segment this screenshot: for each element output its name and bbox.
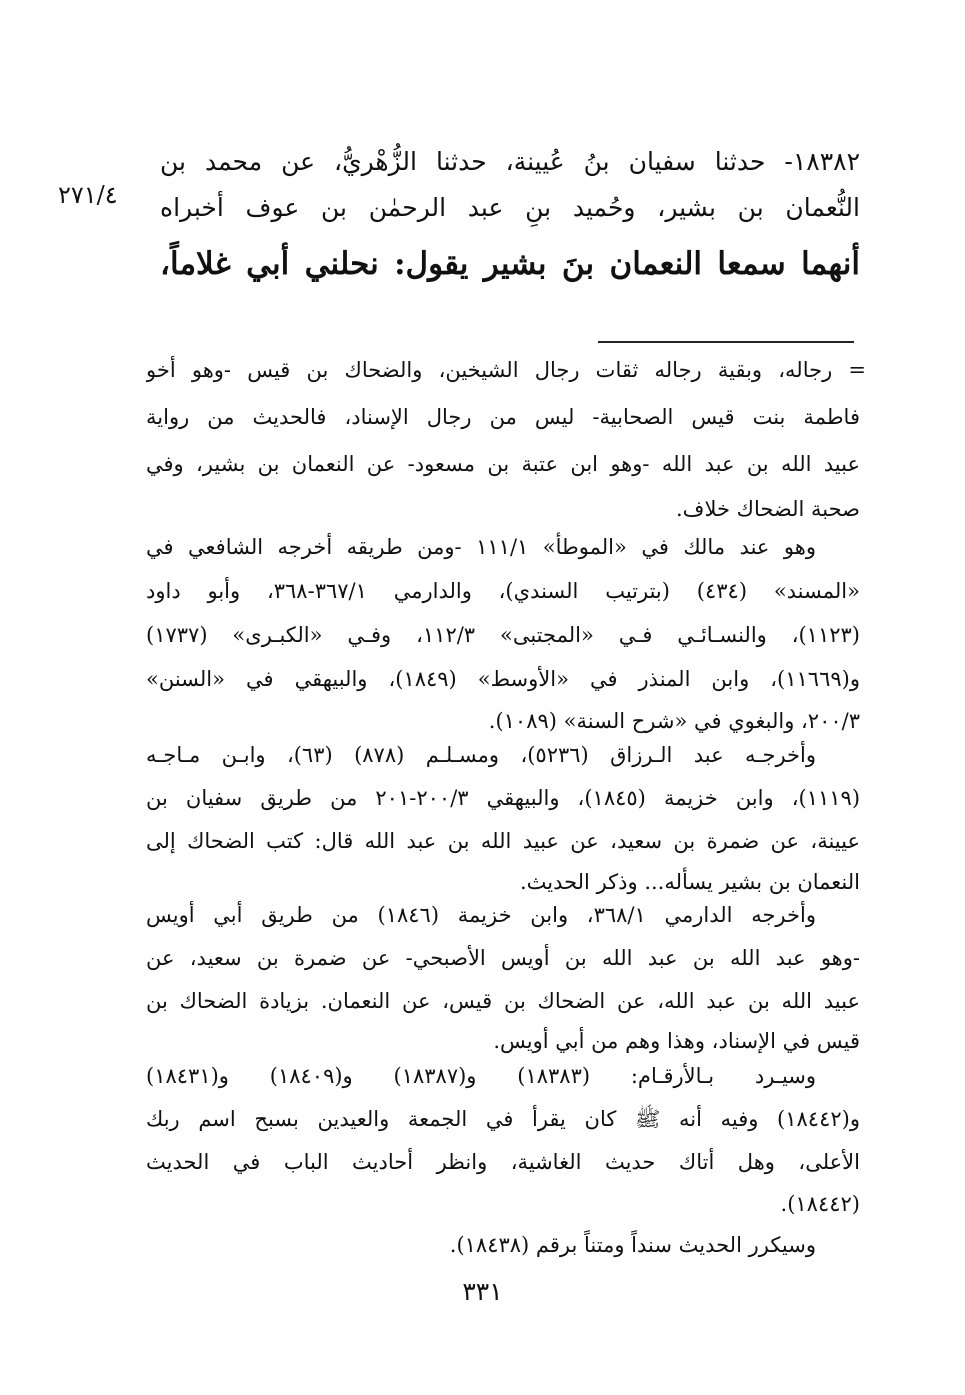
footnote-separator-rule xyxy=(598,341,854,343)
footnote-line: -وهو عبد الله بن عبد الله بن أويس الأصبحي- عن ضمرة بن سعيد، عن xyxy=(146,946,860,970)
footnote-line: و(١٨٤٤٢) وفيه أنه ﷺ كان يقرأ في الجمعة والعيدين بسبح اسم ربك xyxy=(146,1107,860,1131)
footnote-line: قيس في الإسناد، وهذا وهم من أبي أويس. xyxy=(493,1029,860,1053)
footnote-line: وسيـرد بـالأرقـام: (١٨٣٨٣) و(١٨٣٨٧) و(١٨٤٠٩) و(١٨٤٣١) xyxy=(146,1064,816,1088)
footnote-line: (١١٢٣)، والنسـائـي فـي «المجتبى» ١١٢/٣، وفـي «الكبـرى» (١٧٣٧) xyxy=(146,623,860,647)
hadith-line-2: النُّعمان بن بشير، وحُميد بنِ عبد الرحمٰن بن عوف أخبراه xyxy=(160,193,860,222)
footnote-line: وسيكرر الحديث سنداً ومتناً برقم (١٨٤٣٨). xyxy=(449,1233,816,1257)
footnote-line: و(١١٦٦٩)، وابن المنذر في «الأوسط» (١٨٤٩)، والبيهقي في «السنن» xyxy=(146,667,860,691)
footnote-line: صحبة الضحاك خلاف. xyxy=(676,497,860,521)
hadith-line-1: ١٨٣٨٢- حدثنا سفيان بنُ عُيينة، حدثنا الزُّهْريُّ، عن محمد بن xyxy=(160,147,860,176)
footnote-line: فاطمة بنت قيس الصحابية- ليس من رجال الإسناد، فالحديث من رواية xyxy=(146,405,860,429)
footnote-line: وهو عند مالك في «الموطأ» ١١١/١ -ومن طريقه أخرجه الشافعي في xyxy=(146,535,816,559)
footnote-line: عبيد الله بن عبد الله، عن الضحاك بن قيس، عن النعمان. بزيادة الضحاك بن xyxy=(146,989,860,1013)
footnote-line: (١١١٩)، وابن خزيمة (١٨٤٥)، والبيهقي ٢٠٠/٣-٢٠١ من طريق سفيان بن xyxy=(146,786,860,810)
hadith-line-3: أنهما سمعا النعمان بنَ بشير يقول: نحلني أبي غلاماً، xyxy=(160,246,860,282)
footnote-line: وأخرجه الدارمي ٣٦٨/١، وابن خزيمة (١٨٤٦) من طريق أبي أويس xyxy=(146,903,816,927)
footnote-line: ٢٠٠/٣، والبغوي في «شرح السنة» (١٠٨٩). xyxy=(488,709,860,733)
footnote-line: عيينة، عن ضمرة بن سعيد، عن عبيد الله بن عبد الله قال: كتب الضحاك إلى xyxy=(146,829,860,853)
footnote-line: النعمان بن بشير يسأله... وذكر الحديث. xyxy=(519,870,860,894)
margin-volume-page-reference: ٢٧١/٤ xyxy=(58,181,118,209)
footnote-line: (١٨٤٤٢). xyxy=(780,1192,860,1216)
footnote-line: وأخرجـه عبد الـرزاق (٥٢٣٦)، ومسـلـم (٨٧٨) (٦٣)، وابـن مـاجـه xyxy=(146,743,816,767)
footnote-line: = رجاله، وبقية رجاله ثقات رجال الشيخين، والضحاك بن قيس -وهو أخو xyxy=(146,358,866,382)
footnote-line: الأعلى، وهل أتاك حديث الغاشية، وانظر أحاديث الباب في الحديث xyxy=(146,1150,860,1174)
page-number: ٣٣١ xyxy=(462,1277,503,1306)
footnote-line: عبيد الله بن عبد الله -وهو ابن عتبة بن مسعود- عن النعمان بن بشير، وفي xyxy=(146,452,860,476)
footnote-line: «المسند» (٤٣٤) (بترتيب السندي)، والدارمي ٣٦٧/١-٣٦٨، وأبو داود xyxy=(146,579,860,603)
